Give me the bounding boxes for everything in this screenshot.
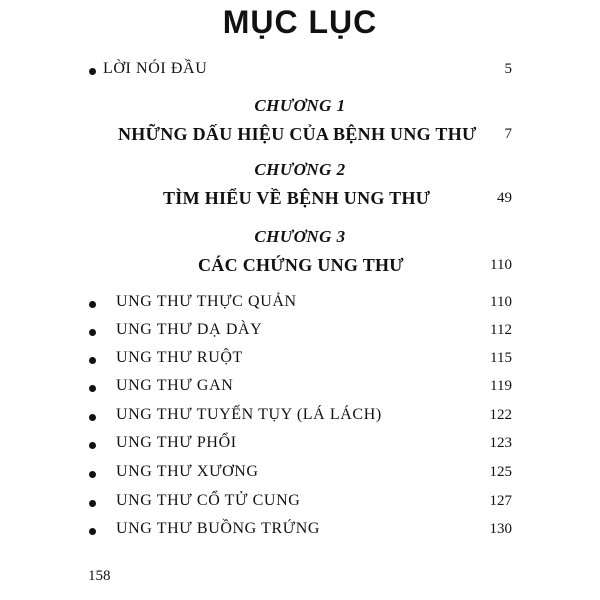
entry-label: UNG THƯ TUYẾN TỤY (LÁ LÁCH) xyxy=(116,406,382,423)
toc-entry-preface[interactable] xyxy=(0,60,600,84)
entry-page-number: 5 xyxy=(504,61,512,77)
toc-entry[interactable] xyxy=(0,349,600,373)
entry-page-number: 110 xyxy=(490,294,512,310)
entry-label: UNG THƯ PHỔI xyxy=(116,434,237,451)
bullet-icon xyxy=(89,528,96,535)
entry-page-number: 125 xyxy=(489,464,512,480)
chapter-3-heading: CHƯƠNG 3 xyxy=(254,227,346,246)
entry-label: UNG THƯ DẠ DÀY xyxy=(116,321,263,338)
bullet-icon xyxy=(89,442,96,449)
bullet-icon xyxy=(89,500,96,507)
entry-page-number: 130 xyxy=(489,521,512,537)
entry-label: LỜI NÓI ĐẦU xyxy=(103,60,208,77)
entry-label: UNG THƯ CỔ TỬ CUNG xyxy=(116,492,301,509)
bullet-icon xyxy=(89,414,96,421)
bullet-icon xyxy=(89,301,96,308)
footer-page-number: 158 xyxy=(88,568,111,584)
chapter-1-title: NHỮNG DẤU HIỆU CỦA BỆNH UNG THƯ xyxy=(118,124,477,144)
toc-entry[interactable] xyxy=(0,406,600,430)
chapter-3-title: CÁC CHỨNG UNG THƯ xyxy=(198,255,404,275)
bullet-icon xyxy=(89,329,96,336)
toc-entry[interactable] xyxy=(0,377,600,401)
chapter-3-page-number: 110 xyxy=(490,257,512,273)
entry-page-number: 123 xyxy=(489,435,512,451)
entry-page-number: 115 xyxy=(490,350,512,366)
chapter-1-page-number: 7 xyxy=(504,126,512,142)
toc-entry[interactable] xyxy=(0,434,600,458)
bullet-icon xyxy=(89,471,96,478)
page-title: MỤC LỤC xyxy=(222,4,378,40)
entry-label: UNG THƯ XƯƠNG xyxy=(116,463,259,480)
bullet-icon xyxy=(89,68,96,75)
entry-label: UNG THƯ THỰC QUẢN xyxy=(116,293,297,310)
chapter-1-heading: CHƯƠNG 1 xyxy=(254,96,346,115)
entry-label: UNG THƯ GAN xyxy=(116,377,234,394)
entry-label: UNG THƯ RUỘT xyxy=(116,349,243,366)
toc-chapter-1[interactable] xyxy=(0,124,600,148)
chapter-2-heading: CHƯƠNG 2 xyxy=(254,160,346,179)
toc-entry[interactable] xyxy=(0,293,600,317)
entry-page-number: 127 xyxy=(489,493,512,509)
toc-chapter-2[interactable] xyxy=(0,188,600,212)
bullet-icon xyxy=(89,385,96,392)
entry-page-number: 119 xyxy=(490,378,512,394)
toc-chapter-3[interactable] xyxy=(0,255,600,279)
chapter-2-title: TÌM HIỂU VỀ BỆNH UNG THƯ xyxy=(163,188,431,208)
entry-label: UNG THƯ BUỒNG TRỨNG xyxy=(116,520,321,537)
chapter-2-page-number: 49 xyxy=(497,190,512,206)
toc-entry[interactable] xyxy=(0,321,600,345)
entry-page-number: 122 xyxy=(489,407,512,423)
toc-entry[interactable] xyxy=(0,463,600,487)
entry-page-number: 112 xyxy=(490,322,512,338)
toc-entry[interactable] xyxy=(0,520,600,544)
toc-entry[interactable] xyxy=(0,492,600,516)
bullet-icon xyxy=(89,357,96,364)
